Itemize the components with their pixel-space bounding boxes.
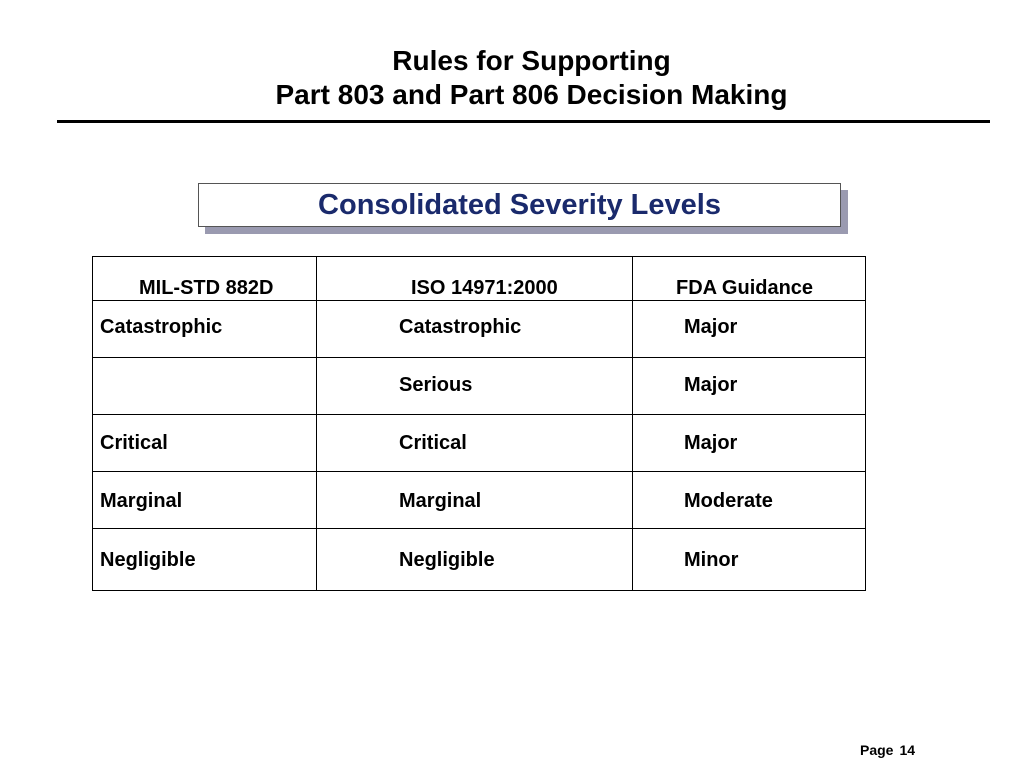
cell-row4-iso: Marginal bbox=[399, 490, 482, 512]
cell-row5-iso: Negligible bbox=[399, 549, 495, 571]
cell-row3-mil: Critical bbox=[100, 432, 168, 454]
cell-row2-fda: Major bbox=[684, 374, 738, 396]
cell-row3-fda: Major bbox=[684, 432, 738, 454]
title-divider bbox=[57, 120, 990, 123]
row-divider bbox=[93, 300, 865, 301]
row-divider bbox=[93, 528, 865, 529]
column-divider bbox=[632, 257, 633, 590]
cell-row3-iso: Critical bbox=[399, 432, 467, 454]
row-divider bbox=[93, 357, 865, 358]
page-footer bbox=[860, 742, 921, 758]
header-fda: FDA Guidance bbox=[676, 277, 814, 299]
row-divider bbox=[93, 414, 865, 415]
subtitle-text: Consolidated Severity Levels bbox=[318, 188, 721, 221]
header-mil-std: MIL-STD 882D bbox=[139, 277, 274, 299]
column-divider bbox=[316, 257, 317, 590]
cell-row4-fda: Moderate bbox=[684, 490, 773, 512]
subtitle-box bbox=[198, 183, 841, 227]
cell-row1-fda: Major bbox=[684, 316, 738, 338]
title-line-1: Rules for Supporting bbox=[392, 45, 671, 76]
title-line-2: Part 803 and Part 806 Decision Making bbox=[275, 79, 788, 110]
page-number: 14 bbox=[899, 742, 916, 758]
cell-row5-mil: Negligible bbox=[100, 549, 196, 571]
slide-title bbox=[0, 44, 1023, 112]
cell-row1-mil: Catastrophic bbox=[100, 316, 223, 338]
cell-row4-mil: Marginal bbox=[100, 490, 183, 512]
page-label: Page bbox=[860, 742, 894, 758]
header-iso: ISO 14971:2000 bbox=[411, 277, 558, 299]
cell-row2-iso: Serious bbox=[399, 374, 473, 396]
cell-row5-fda: Minor bbox=[684, 549, 739, 571]
row-divider bbox=[93, 471, 865, 472]
severity-table bbox=[92, 256, 866, 591]
cell-row1-iso: Catastrophic bbox=[399, 316, 522, 338]
